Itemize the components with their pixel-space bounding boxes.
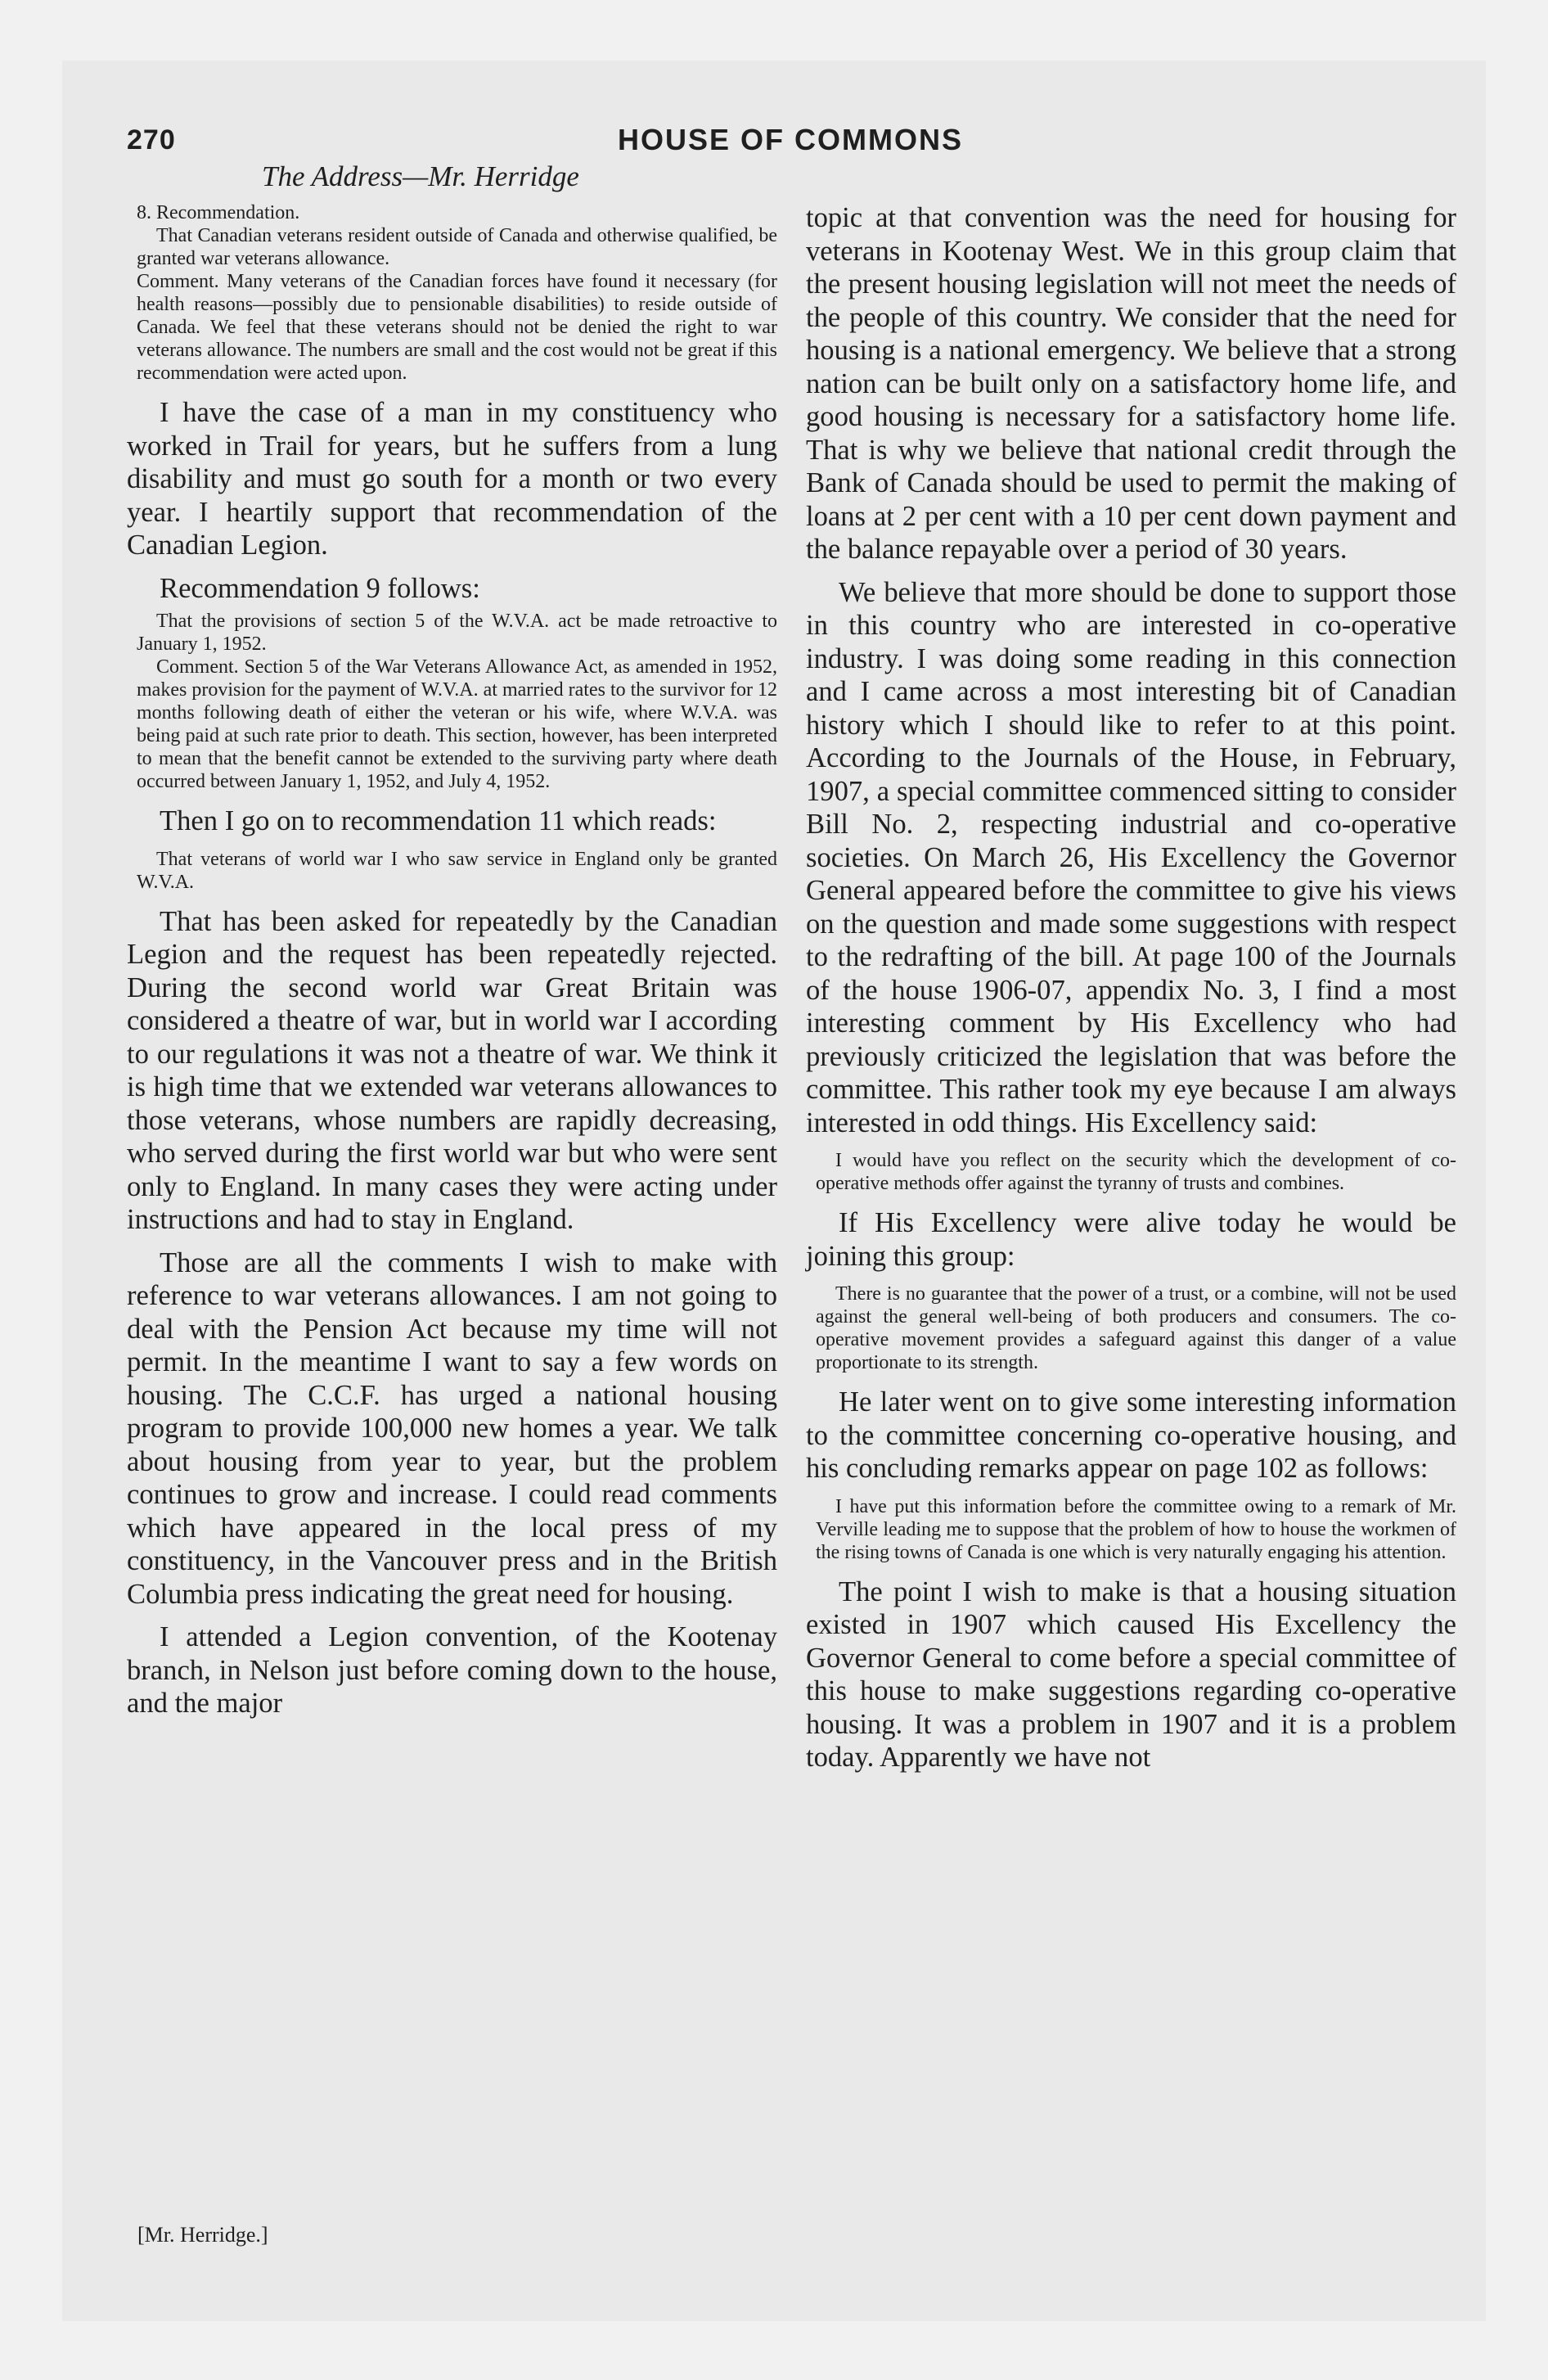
page-number: 270	[127, 124, 176, 156]
left-paragraph-5: Those are all the comments I wish to make with reference to war veterans allowances. I am not going to deal with the Pension Act because my time will not permit. In the meantime I want to say a few words on housing. The C.C.F. has urged a national housing program to provide 100,000 new homes a year. We talk about housing from year to year, but the problem continues to grow and increase. I could read comments which have appeared in the local press of my constituency, in the Vancouver press and in the British Columbia press indicating the great need for housing.	[127, 1246, 777, 1610]
rec9-text: That the provisions of section 5 of the W.V.A. act be made retroactive to January 1, 1952.	[137, 611, 777, 655]
rec9-comment: Comment. Section 5 of the War Veterans Allowance Act, as amended in 1952, makes provision for the payment of W.V.A. at married rates to the survivor for 12 months following death of either the veteran or his wife, where W.V.A. was being paid at such rate prior to death. This section, however, has been interpreted to mean that the benefit cannot be extended to the surviving party where death occurred between January 1, 1952, and July 4, 1952.	[137, 656, 777, 792]
rec8-text: That Canadian veterans resident outside of Canada and otherwise qualified, be granted war veterans allowance.	[137, 225, 777, 269]
left-paragraph-4: That has been asked for repeatedly by the Canadian Legion and the request has been repeatedly rejected. During the second world war Great Britain was considered a theatre of war, but in world war I according to our regulations it was not a theatre of war. We think it is high time that we extended war veterans allowances to those veterans, whose numbers are rapidly decreasing, who served during the first world war but who were sent only to England. In many cases they were acting under instructions and had to stay in England.	[127, 905, 777, 1235]
left-paragraph-2: Recommendation 9 follows:	[160, 572, 480, 604]
rec8-title: 8. Recommendation.	[137, 202, 300, 223]
right-paragraph-2: We believe that more should be done to support those in this country who are interested in co-operative industry. I was doing some reading in this connection and I came across a most interesting bit of Canadian history which I should like to refer to at this point. According to the Journals of the House, in February, 1907, a special committee commenced sitting to consider Bill No. 2, respecting industrial and co-operative societies. On March 26, His Excellency the Governor General appeared before the committee to give his views on the question and made some suggestions with respect to the redrafting of the bill. At page 100 of the Journals of the house 1906-07, appendix No. 3, I find a most interesting comment by His Excellency who had previously criticized the legislation that was before the committee. This rather took my eye because I am always interested in odd things. His Excellency said:	[806, 576, 1456, 1138]
quote-2-text: There is no guarantee that the power of a trust, or a combine, will not be used against the general well-being of both producers and consumers. The co-operative movement provides a safeguard against this danger of a value proportionate to its strength.	[816, 1283, 1456, 1373]
right-column	[806, 201, 1456, 1784]
excellency-quote-2	[806, 1282, 1456, 1374]
rec11-text: That veterans of world war I who saw service in England only be granted W.V.A.	[137, 848, 777, 893]
excellency-quote-3	[806, 1495, 1456, 1564]
recommendation-9-quote	[127, 610, 777, 793]
left-paragraph-1: I have the case of a man in my constituency who worked in Trail for years, but he suffers from a lung disability and must go south for a month or two every year. I heartily support that recommendation of the Canadian Legion.	[127, 397, 777, 561]
right-paragraph-5: The point I wish to make is that a housing situation existed in 1907 which caused His Excellency the Governor General to come before a special committee of this house to make suggestions regarding co-operative housing. It was a problem in 1907 and it is a problem today. Apparently we have not	[806, 1575, 1456, 1773]
recommendation-11-quote	[127, 848, 777, 894]
left-paragraph-6: I attended a Legion convention, of the Kootenay branch, in Nelson just before coming down to the house, and the major	[127, 1621, 777, 1719]
rec8-comment: Comment. Many veterans of the Canadian forces have found it necessary (for health reasons—possibly due to pensionable disabilities) to reside outside of Canada. We feel that these veterans should not be denied the right to war veterans allowance. The numbers are small and the cost would not be great if this recommendation were acted upon.	[137, 271, 777, 384]
right-paragraph-3: If His Excellency were alive today he would be joining this group:	[806, 1207, 1456, 1272]
left-paragraph-3: Then I go on to recommendation 11 which reads:	[160, 805, 717, 836]
left-column	[127, 200, 777, 1730]
running-head: HOUSE OF COMMONS	[618, 123, 964, 156]
excellency-quote-1	[806, 1149, 1456, 1195]
speaker-footer: [Mr. Herridge.]	[137, 2223, 268, 2247]
quote-3-text: I have put this information before the committee owing to a remark of Mr. Verville leading me to suppose that the problem of how to house the workmen of the rising towns of Canada is one which is very naturally engaging his attention.	[816, 1495, 1456, 1563]
subhead: The Address—Mr. Herridge	[262, 160, 579, 192]
right-paragraph-1: topic at that convention was the need for housing for veterans in Kootenay West. We in this group claim that the present housing legislation will not meet the needs of the people of this country. We consider that the need for housing is a national emergency. We believe that a strong nation can be built only on a satisfactory home life, and good housing is necessary for a satisfactory home life. That is why we believe that national credit through the Bank of Canada should be used to permit the making of loans at 2 per cent with a 10 per cent down payment and the balance repayable over a period of 30 years.	[806, 202, 1456, 565]
recommendation-8-quote	[127, 201, 777, 385]
quote-1-text: I would have you reflect on the security which the development of co-operative methods offer against the tyranny of trusts and combines.	[816, 1150, 1456, 1194]
right-paragraph-4: He later went on to give some interesting information to the committee concerning co-operative housing, and his concluding remarks appear on page 102 as follows:	[806, 1386, 1456, 1484]
